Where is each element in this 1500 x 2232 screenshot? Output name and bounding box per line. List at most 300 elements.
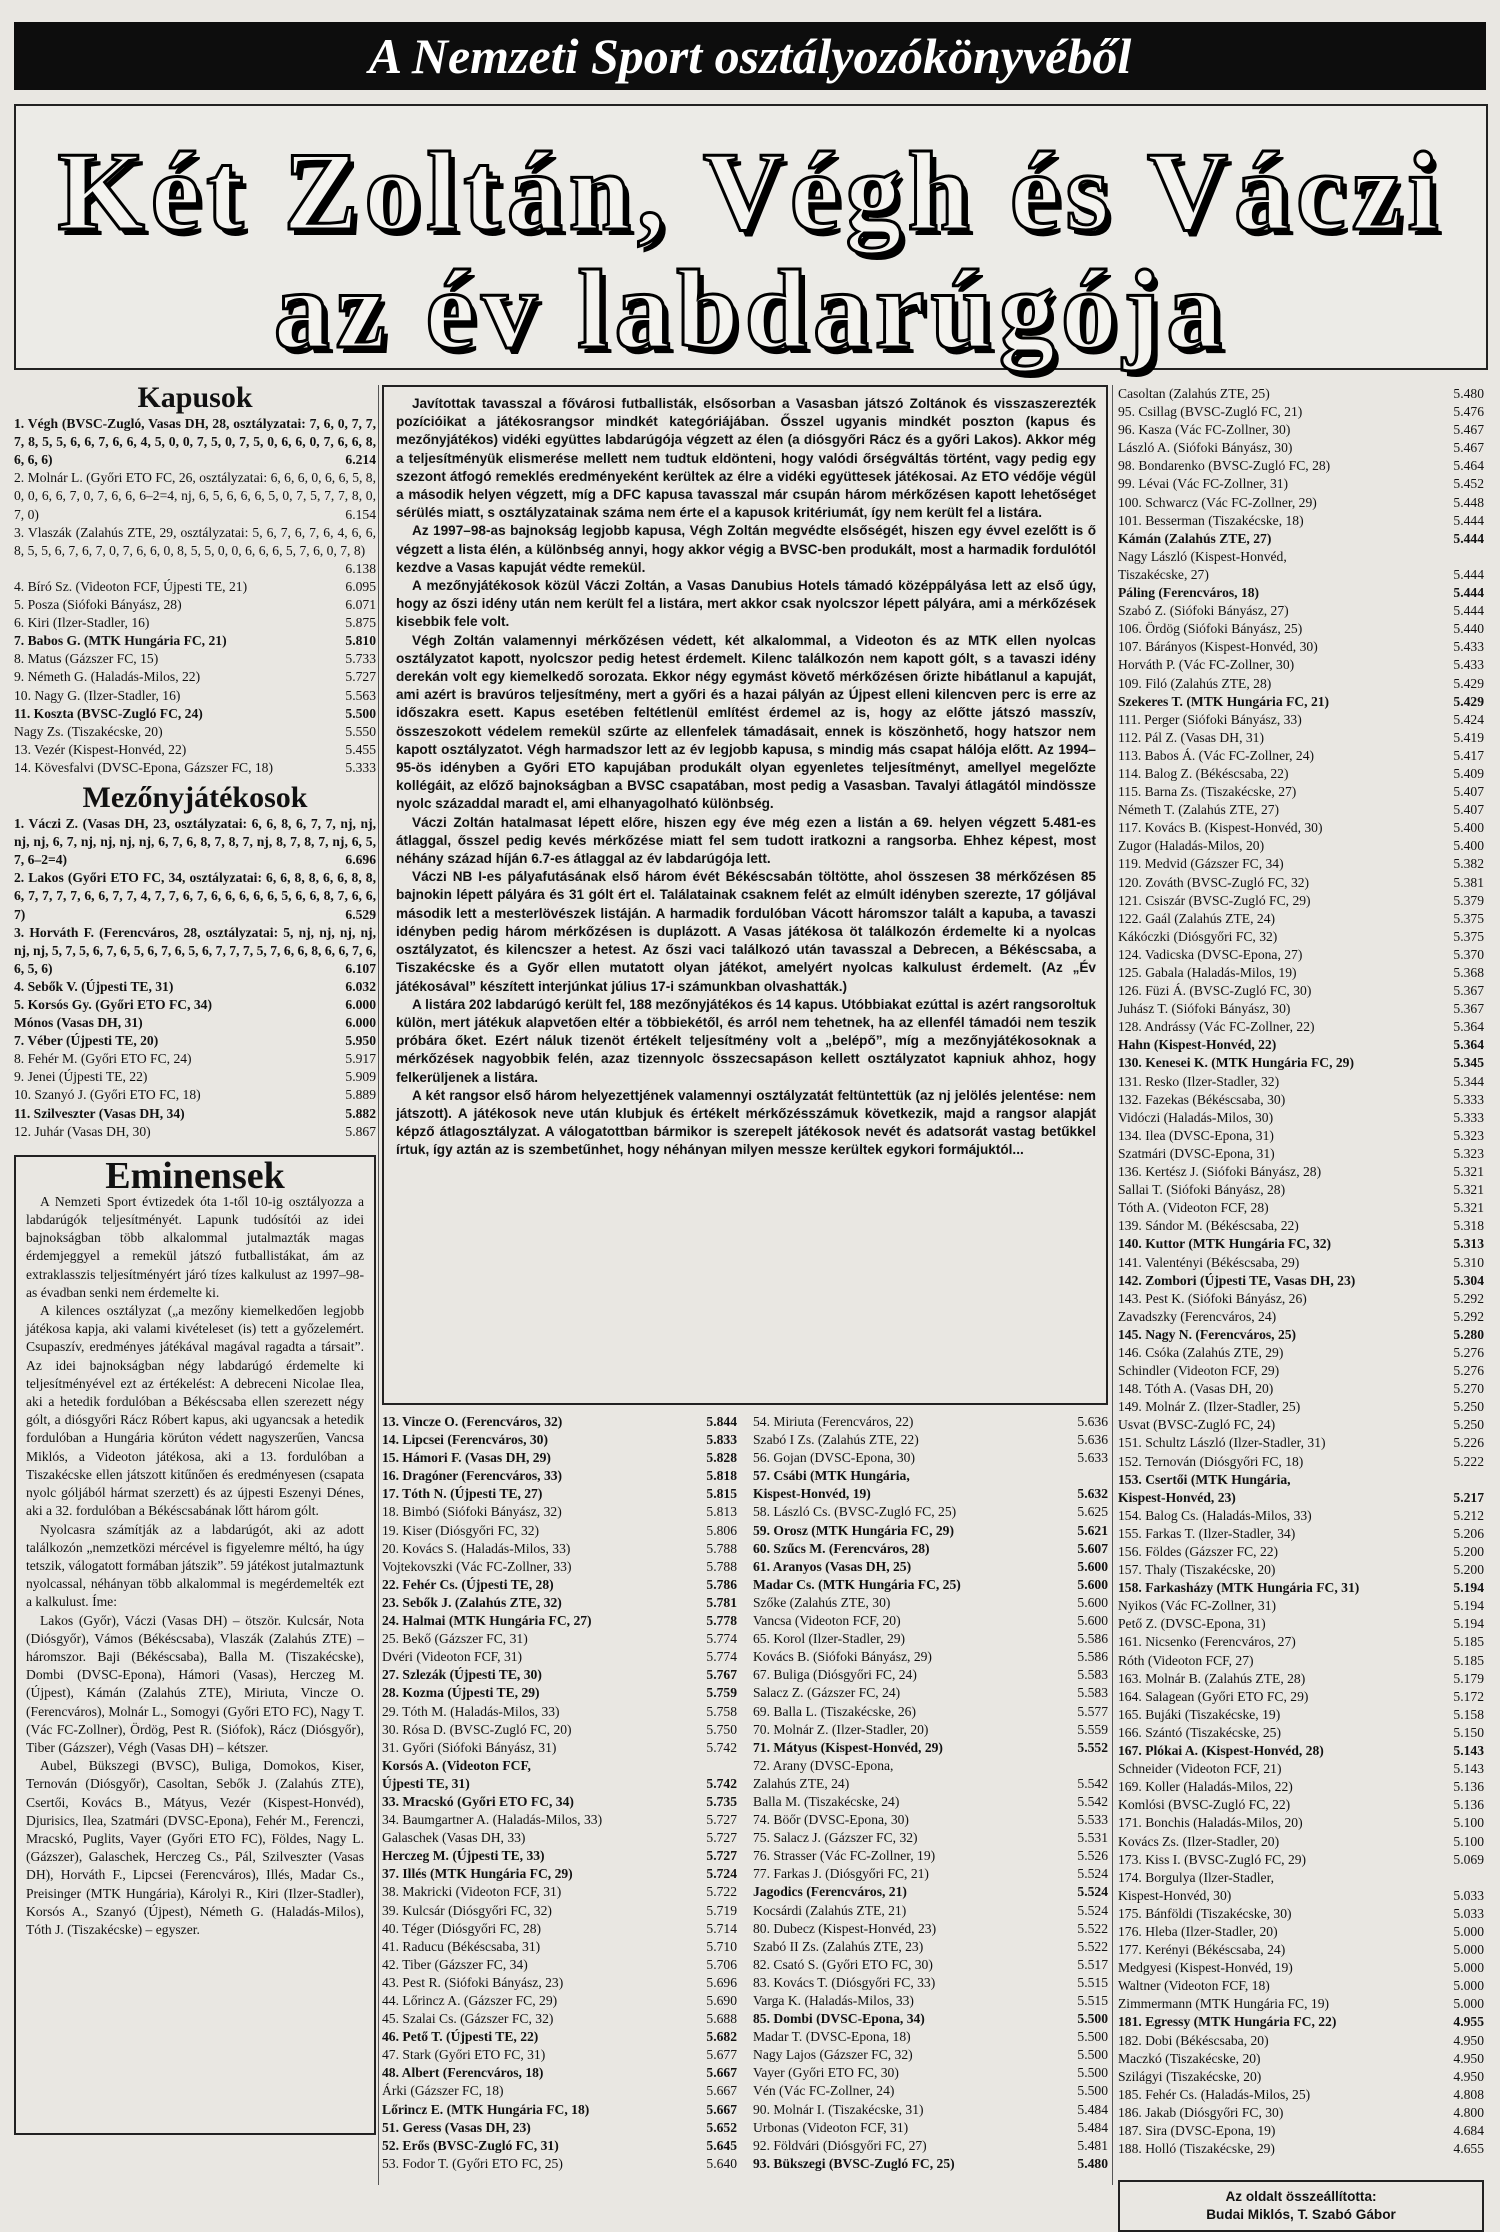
list-item <box>753 1938 1108 1956</box>
player-average: 5.270 <box>1453 1381 1484 1397</box>
player-average: 5.515 <box>1077 1974 1108 1990</box>
list-item <box>382 1666 737 1684</box>
player-average: 5.600 <box>1077 1613 1108 1629</box>
player-name: 93. Bükszegi (BVSC-Zugló FC, 25) <box>753 2155 955 2171</box>
player-average: 5.875 <box>345 615 376 631</box>
list-item <box>753 1485 1108 1503</box>
player-name: 122. Gaál (Zalahús ZTE, 24) <box>1118 910 1276 926</box>
player-average: 5.364 <box>1453 1037 1484 1053</box>
player-name: 142. Zombori (Újpesti TE, Vasas DH, 23) <box>1118 1272 1356 1288</box>
banner: A Nemzeti Sport osztályozókönyvéből <box>14 22 1486 90</box>
player-name: 16. Dragóner (Ferencváros, 33) <box>382 1468 563 1484</box>
player-name: 17. Tóth N. (Újpesti TE, 27) <box>382 1486 543 1502</box>
list-item <box>1118 2068 1484 2086</box>
player-average: 6.071 <box>345 597 376 613</box>
list-item <box>382 1811 737 1829</box>
list-item <box>14 668 376 686</box>
player-average: 5.375 <box>1453 910 1484 926</box>
list-item <box>753 1974 1108 1992</box>
list-item <box>753 1847 1108 1865</box>
player-average: 5.304 <box>1453 1272 1484 1288</box>
player-name: László A. (Siófoki Bányász, 30) <box>1118 440 1293 456</box>
player-average: 5.882 <box>345 1105 376 1121</box>
player-average: 5.000 <box>1453 1978 1484 1994</box>
player-average: 5.767 <box>706 1667 737 1683</box>
player-name: 82. Csató S. (Győri ETO FC, 30) <box>753 1956 933 1972</box>
entry-text: 1. Végh (BVSC-Zugló, Vasas DH, 28, osztályzatai: 7, 6, 0, 7, 7, 7, 8, 5, 5, 6, 6, 7, 6, 6, 4, 5, 0, 0, 7, 5, 0, 7, 5, 0, 6, 6, 0, 7, 6, 6, 8, 6, 6, 6) <box>14 416 376 468</box>
player-name: 23. Sebők J. (Zalahús ZTE, 32) <box>382 1594 562 1610</box>
list-item <box>753 2082 1108 2100</box>
list-item <box>753 2046 1108 2064</box>
list-item <box>1118 1018 1484 1036</box>
player-average: 5.292 <box>1453 1308 1484 1324</box>
list-item <box>1118 638 1484 656</box>
player-name: 58. László Cs. (BVSC-Zugló FC, 25) <box>753 1504 957 1520</box>
list-item <box>753 1612 1108 1630</box>
player-name: 47. Stark (Győri ETO FC, 31) <box>382 2047 546 2063</box>
player-average: 5.828 <box>706 1450 737 1466</box>
player-average: 5.321 <box>1453 1182 1484 1198</box>
player-average: 5.280 <box>1453 1326 1484 1342</box>
list-item <box>1118 1923 1484 1941</box>
list-item <box>1118 1416 1484 1434</box>
player-average: 5.143 <box>1453 1743 1484 1759</box>
player-name: 5. Posza (Siófoki Bányász, 28) <box>14 597 182 613</box>
player-name: 163. Molnár B. (Zalahús ZTE, 28) <box>1118 1670 1306 1686</box>
player-name: Kispest-Honvéd, 30) <box>1118 1887 1232 1903</box>
list-item <box>1118 548 1484 566</box>
player-name: Zimmermann (MTK Hungária FC, 19) <box>1118 1996 1330 2012</box>
player-average: 5.735 <box>706 1793 737 1809</box>
player-name: 171. Bonchis (Haladás-Milos, 20) <box>1118 1815 1303 1831</box>
player-name: 139. Sándor M. (Békéscsaba, 22) <box>1118 1218 1299 1234</box>
list-item <box>1118 1272 1484 1290</box>
list-item <box>382 2155 737 2173</box>
player-average: 5.688 <box>706 2011 737 2027</box>
top-entry <box>14 415 376 469</box>
list-item <box>382 1594 737 1612</box>
list-item <box>753 2064 1108 2082</box>
player-average: 5.313 <box>1453 1236 1484 1252</box>
player-average: 5.158 <box>1453 1706 1484 1722</box>
player-average: 5.632 <box>1077 1486 1108 1502</box>
list-item <box>382 2101 737 2119</box>
list-item <box>1118 946 1484 964</box>
mezony-top-entries <box>14 815 376 978</box>
list-item <box>1118 874 1484 892</box>
player-average: 5.226 <box>1453 1435 1484 1451</box>
list-item <box>1118 421 1484 439</box>
list-item <box>1118 1633 1484 1651</box>
player-average: 5.818 <box>706 1468 737 1484</box>
player-average: 5.484 <box>1077 2119 1108 2135</box>
player-average: 5.667 <box>706 2083 737 2099</box>
player-average: 5.758 <box>706 1703 737 1719</box>
list-item <box>1118 1995 1484 2013</box>
list-item <box>1118 837 1484 855</box>
player-name: 141. Valentényi (Békéscsaba, 29) <box>1118 1254 1300 1270</box>
player-name: 41. Raducu (Békéscsaba, 31) <box>382 1938 541 1954</box>
player-average: 5.409 <box>1453 765 1484 781</box>
player-name: Kákóczki (Diósgyőri FC, 32) <box>1118 928 1278 944</box>
list-item <box>753 2028 1108 2046</box>
player-name: 125. Gabala (Haladás-Milos, 19) <box>1118 965 1297 980</box>
list-item <box>1118 783 1484 801</box>
list-item <box>753 1865 1108 1883</box>
player-name: 155. Farkas T. (Ilzer-Stadler, 34) <box>1118 1525 1296 1541</box>
intro-paragraph: Az 1997–98-as bajnokság legjobb kapusa, Végh Zoltán megvédte elsőségét, hiszen egy évvel ezelőtt is ő végzett a lista élén, a különbség annyi, hogy akkor végig a BVSC-ben produkált, most a harmadik fordulótól kezdve a Vasas kapuját védte remekül. <box>396 523 1096 575</box>
list-item <box>382 1883 737 1901</box>
player-average: 5.364 <box>1453 1019 1484 1035</box>
list-item <box>1118 1145 1484 1163</box>
player-average: 5.276 <box>1453 1344 1484 1360</box>
list-item <box>1118 964 1484 982</box>
player-name: Vidóczi (Haladás-Milos, 30) <box>1118 1109 1274 1125</box>
player-average: 5.200 <box>1453 1562 1484 1578</box>
player-name: 176. Hleba (Ilzer-Stadler, 20) <box>1118 1923 1278 1939</box>
player-name: 14. Kövesfalvi (DVSC-Epona, Gázszer FC, 18) <box>14 759 273 775</box>
player-average: 5.844 <box>706 1414 737 1429</box>
player-name: 53. Fodor T. (Győri ETO FC, 25) <box>382 2155 563 2171</box>
list-item <box>1118 1398 1484 1416</box>
player-average: 5.774 <box>706 1631 737 1647</box>
list-item <box>1118 1670 1484 1688</box>
player-average: 5.333 <box>1453 1109 1484 1125</box>
player-name: 186. Jakab (Diósgyőri FC, 30) <box>1118 2104 1284 2120</box>
list-item <box>382 1902 737 1920</box>
player-average: 5.531 <box>1077 1830 1108 1846</box>
player-average: 5.444 <box>1453 585 1484 601</box>
player-name: 7. Véber (Újpesti TE, 20) <box>14 1033 159 1049</box>
player-name: 24. Halmai (MTK Hungária FC, 27) <box>382 1613 592 1629</box>
player-name: 75. Salacz J. (Gázszer FC, 32) <box>753 1830 918 1846</box>
player-average: 5.500 <box>1077 2029 1108 2045</box>
player-average: 5.143 <box>1453 1761 1484 1777</box>
player-average: 5.706 <box>706 1956 737 1972</box>
player-name: Kovács Zs. (Ilzer-Stadler, 20) <box>1118 1833 1280 1849</box>
player-name: 34. Baumgartner A. (Haladás-Milos, 33) <box>382 1812 603 1828</box>
player-name: 111. Perger (Siófoki Bányász, 33) <box>1118 711 1302 727</box>
player-name: 181. Egressy (MTK Hungária FC, 22) <box>1118 2014 1337 2030</box>
player-average: 5.250 <box>1453 1417 1484 1433</box>
player-average: 5.318 <box>1453 1218 1484 1234</box>
list-item <box>1118 566 1484 584</box>
list-item <box>753 1540 1108 1558</box>
list-item <box>1118 1489 1484 1507</box>
list-item <box>382 1413 737 1431</box>
list-item <box>1118 1453 1484 1471</box>
list-item <box>1118 928 1484 946</box>
player-average: 5.033 <box>1453 1887 1484 1903</box>
list-item <box>1118 1724 1484 1742</box>
list-item <box>753 1793 1108 1811</box>
player-name: Kispest-Honvéd, 19) <box>753 1486 871 1502</box>
right-column <box>1118 385 1484 2232</box>
player-average: 5.367 <box>1453 1001 1484 1017</box>
player-name: 83. Kovács T. (Diósgyőri FC, 33) <box>753 1974 936 1990</box>
ranking-subcolumns <box>382 1413 1108 2173</box>
list-item <box>1118 403 1484 421</box>
player-name: 100. Schwarcz (Vác FC-Zollner, 29) <box>1118 494 1317 510</box>
player-name: Lőrincz E. (MTK Hungária FC, 18) <box>382 2101 590 2117</box>
player-average: 5.407 <box>1453 802 1484 818</box>
list-item <box>1118 602 1484 620</box>
list-item <box>753 2155 1108 2173</box>
list-item <box>1118 765 1484 783</box>
player-average: 5.448 <box>1453 494 1484 510</box>
player-name: Szabó II Zs. (Zalahús ZTE, 23) <box>753 1938 924 1954</box>
list-item <box>753 1703 1108 1721</box>
eminensek-paragraph: Aubel, Bükszegi (BVSC), Buliga, Domokos, Kiser, Ternován (Diósgyőr), Casoltan, Sebők J. (Zalahús ZTE), Csertői, Kovács B., Mátyus, Vezér (Kispest-Honvéd), Djurisics, Ilea, Szatmári (DVSC-Epona), Fehér M., Ferenczi, Mracskó, Puglits, Vayer (Győri ETO FC), Földes, Nagy L. (Gázszer), Galaschek, Herczeg Cs., Pál, Szilveszter (Vasas DH), Horváth F., Lipcsei (Ferencváros), Illés, Madar Cs., Preisinger (MTK Hungária), Károlyi R., Kiri (Ilzer-Stadler), Korsós A., Szanyó (Újpest), Németh G. (Haladás-Milos), Tóth J. (Tiszakécske) – egyszer. <box>26 1758 364 1937</box>
player-name: 101. Besserman (Tiszakécske, 18) <box>1118 512 1304 528</box>
list-item <box>382 2119 737 2137</box>
player-name: Juhász T. (Siófoki Bányász, 30) <box>1118 1001 1291 1017</box>
list-item <box>1118 2140 1484 2158</box>
player-average: 5.200 <box>1453 1544 1484 1559</box>
player-average: 5.724 <box>706 1866 737 1882</box>
player-average: 5.150 <box>1453 1724 1484 1740</box>
player-name: Sallai T. (Siófoki Bányász, 28) <box>1118 1182 1286 1198</box>
player-name: Tiszakécske, 27) <box>1118 566 1209 582</box>
player-average: 4.655 <box>1453 2141 1484 2157</box>
player-name: 18. Bimbó (Siófoki Bányász, 32) <box>382 1504 562 1520</box>
list-item <box>382 1522 737 1540</box>
list-item <box>753 1413 1108 1431</box>
player-average: 5.550 <box>345 723 376 739</box>
player-average: 5.464 <box>1453 458 1484 474</box>
player-name: 44. Lőrincz A. (Gázszer FC, 29) <box>382 1993 558 2008</box>
list-item <box>1118 2086 1484 2104</box>
player-name: Nyikos (Vác FC-Zollner, 31) <box>1118 1598 1277 1614</box>
list-item <box>1118 1977 1484 1995</box>
player-name: 117. Kovács B. (Kispest-Honvéd, 30) <box>1118 820 1323 836</box>
player-average: 5.563 <box>345 687 376 703</box>
player-name: Vén (Vác FC-Zollner, 24) <box>753 2083 895 2099</box>
list-item <box>1118 620 1484 638</box>
list-item <box>753 1576 1108 1594</box>
list-item <box>1118 1362 1484 1380</box>
list-item <box>1118 982 1484 1000</box>
player-name: 95. Csillag (BVSC-Zugló FC, 21) <box>1118 404 1303 420</box>
player-average: 5.345 <box>1453 1055 1484 1071</box>
player-name: 10. Nagy G. (Ilzer-Stadler, 16) <box>14 687 181 703</box>
player-average: 5.033 <box>1453 1905 1484 1921</box>
player-name: 45. Szalai Cs. (Gázszer FC, 32) <box>382 2011 554 2027</box>
player-average: 5.788 <box>706 1558 737 1574</box>
list-item <box>1118 457 1484 475</box>
player-average: 5.500 <box>1077 2083 1108 2099</box>
player-average <box>733 1757 737 1775</box>
list-item <box>753 1503 1108 1521</box>
player-average: 5.400 <box>1453 820 1484 836</box>
player-average: 5.382 <box>1453 856 1484 872</box>
player-name: 107. Bárányos (Kispest-Honvéd, 30) <box>1118 639 1318 655</box>
list-item <box>1118 801 1484 819</box>
player-average: 5.727 <box>706 1830 737 1846</box>
list-item <box>382 1920 737 1938</box>
player-name: 4. Bíró Sz. (Videoton FCF, Újpesti TE, 21) <box>14 578 248 594</box>
player-name: 130. Kenesei K. (MTK Hungária FC, 29) <box>1118 1055 1354 1071</box>
player-name: 126. Füzi Á. (BVSC-Zugló FC, 30) <box>1118 983 1312 999</box>
player-name: Németh T. (Zalahús ZTE, 27) <box>1118 802 1280 818</box>
player-average: 5.476 <box>1453 404 1484 420</box>
entry-average: 6.214 <box>345 452 376 468</box>
list-item <box>1118 1905 1484 1923</box>
player-average: 5.577 <box>1077 1703 1108 1719</box>
player-name: 128. Andrássy (Vác FC-Zollner, 22) <box>1118 1019 1315 1035</box>
player-name: 154. Balog Cs. (Haladás-Milos, 33) <box>1118 1507 1312 1523</box>
player-average: 5.600 <box>1077 1576 1108 1592</box>
player-name: 42. Tiber (Gázszer FC, 34) <box>382 1956 528 1972</box>
player-average: 5.759 <box>706 1685 737 1701</box>
list-item <box>14 1086 376 1104</box>
player-average: 5.310 <box>1453 1254 1484 1270</box>
player-average: 6.000 <box>345 1015 376 1031</box>
player-name: 124. Vadicska (DVSC-Epona, 27) <box>1118 946 1303 962</box>
list-item <box>382 1648 737 1666</box>
list-item <box>382 1703 737 1721</box>
player-name: Árki (Gázszer FC, 18) <box>382 2083 504 2099</box>
player-average: 5.806 <box>706 1522 737 1538</box>
player-average: 5.444 <box>1453 530 1484 546</box>
player-average: 5.455 <box>345 741 376 757</box>
player-name: Szekeres T. (MTK Hungária FC, 21) <box>1118 693 1330 709</box>
player-average: 5.722 <box>706 1884 737 1900</box>
player-name: 85. Dombi (DVSC-Epona, 34) <box>753 2011 925 2027</box>
list-item <box>14 614 376 632</box>
player-name: Urbonas (Videoton FCF, 31) <box>753 2119 909 2135</box>
entry-average: 6.696 <box>345 852 376 868</box>
player-average: 5.583 <box>1077 1667 1108 1683</box>
player-average: 5.742 <box>706 1775 737 1791</box>
player-name: 165. Bujáki (Tiszakécske, 19) <box>1118 1706 1281 1722</box>
player-average: 5.788 <box>706 1540 737 1556</box>
list-item <box>1118 675 1484 693</box>
top-entry <box>14 924 376 978</box>
player-name: 19. Kiser (Diósgyőri FC, 32) <box>382 1522 540 1538</box>
player-average: 5.750 <box>706 1721 737 1737</box>
list-item <box>753 1757 1108 1775</box>
list-item <box>382 1847 737 1865</box>
player-average: 5.333 <box>1453 1091 1484 1107</box>
player-name: Komlósi (BVSC-Zugló FC, 22) <box>1118 1797 1291 1813</box>
player-average: 5.696 <box>706 1974 737 1990</box>
list-item <box>1118 1109 1484 1127</box>
player-average: 5.407 <box>1453 784 1484 800</box>
kapusok-title: Kapusok <box>137 381 253 414</box>
player-name: 167. Plókai A. (Kispest-Honvéd, 28) <box>1118 1743 1324 1759</box>
list-item <box>1118 512 1484 530</box>
list-item <box>1118 1742 1484 1760</box>
list-item <box>14 978 376 996</box>
player-average: 5.813 <box>706 1504 737 1520</box>
list-item <box>753 1449 1108 1467</box>
list-item <box>1118 1706 1484 1724</box>
list-item <box>1118 1344 1484 1362</box>
player-name: Usvat (BVSC-Zugló FC, 24) <box>1118 1417 1276 1433</box>
list-item <box>382 1558 737 1576</box>
list-item <box>382 2082 737 2100</box>
player-name: 9. Jenei (Újpesti TE, 22) <box>14 1069 148 1085</box>
list-item <box>382 1757 737 1775</box>
list-item <box>753 1522 1108 1540</box>
player-name: 9. Németh G. (Haladás-Milos, 22) <box>14 669 201 685</box>
intro-paragraph: A mezőnyjátékosok közül Váczi Zoltán, a Vasas Danubius Hotels támadó középpályása lett az első úgy, hogy az őszi idény után nem került fel a listára, mert akkor csak nyolcszor lépett pályára, ami a mérkőzések kisebbik fele volt. <box>396 578 1096 630</box>
player-average: 5.633 <box>1077 1450 1108 1466</box>
list-item <box>382 1431 737 1449</box>
player-name: 146. Csóka (Zalahús ZTE, 29) <box>1118 1344 1284 1360</box>
player-name: 98. Bondarenko (BVSC-Zugló FC, 28) <box>1118 458 1331 474</box>
player-name: 22. Fehér Cs. (Újpesti TE, 28) <box>382 1576 554 1592</box>
player-name: Nagy Lajos (Gázszer FC, 32) <box>753 2047 913 2063</box>
player-name: Róth (Videoton FCF, 27) <box>1118 1652 1254 1668</box>
list-item <box>382 1938 737 1956</box>
player-name: 29. Tóth M. (Haladás-Milos, 33) <box>382 1703 560 1719</box>
player-average: 5.778 <box>706 1613 737 1629</box>
player-name: 136. Kertész J. (Siófoki Bányász, 28) <box>1118 1164 1322 1180</box>
player-average: 5.524 <box>1077 1866 1108 1882</box>
list-item <box>14 759 376 777</box>
list-item <box>1118 1796 1484 1814</box>
player-average: 5.440 <box>1453 621 1484 637</box>
ranking-list-b <box>753 1413 1108 2173</box>
eminensek-paragraph: Lakos (Győr), Váczi (Vasas DH) – ötször. Kulcsár, Nota (Diósgyőr), Vámos (Békéscsaba), Vlaszák (Zalahús ZTE) – háromszor. Baji (Békéscsaba), Balla M. (Tiszakécske), Dombi (DVSC-Epona), Hámori (Vasas), Herczeg M. (Újpest), Kámán (Zalahús ZTE), Miriuta, Vincze O. (Ferencváros), Molnár L., Somogyi (Győri ETO FC), Nagy T. (Vác FC-Zollner), Ördög, Pest R. (Siófok), Rácz (Diósgyőr), Tiber (Gázszer), Végh (Vasas DH) – kétszer. <box>26 1612 364 1755</box>
intro-paragraph: A két rangsor első három helyezettjének valamennyi osztályzatát feltüntettük (az nj jelölés jelentése: nem játszott). A játékosok neve után klubjuk és értékelt mérkőzésszámuk következik, majd a rangsor alapját képző átlagosztályzat. A válogatottban bármikor is szerepelt játékosok nevét és adatsorát vastag betűkkel írtuk, így aztán az is szembetűnhet, hogy néhányan milyen messze kerültek egykori formájuktól... <box>396 1087 1096 1158</box>
player-name: Szőke (Zalahús ZTE, 30) <box>753 1594 891 1610</box>
list-item <box>1118 1217 1484 1235</box>
intro-paragraph: Váczi Zoltán hatalmasat lépett előre, hiszen egy éve még ezen a listán a 69. helyen végzett 5.481-es átlaggal, ősszel pedig kevés mérkőzése miatt fel sem tudott iratkozni a rangsorba. Ehhez képest, most néhány század híján 6.7-es átlaggal az év labdarúgója lett. <box>396 814 1096 867</box>
player-average: 5.774 <box>706 1649 737 1665</box>
list-item <box>1118 855 1484 873</box>
player-name: Kocsárdi (Zalahús ZTE, 21) <box>753 1902 907 1918</box>
player-name: 69. Balla L. (Tiszakécske, 26) <box>753 1703 916 1719</box>
list-item <box>1118 1471 1484 1489</box>
list-item <box>1118 729 1484 747</box>
list-item <box>1118 1851 1484 1869</box>
intro-paragraph: Javítottak tavasszal a fővárosi futballisták, elsősorban a Vasasban játszó Zoltánok és visszaszerezték pozícióikat a játékosrangsor mindkét kategóriájában. Ősszel ugyanis mindkét poszton (kapus és mezőnyjátékos) vidéki együttes labdarúgója végzett az élen (a diósgyőri Rácz és a győri Lakos). Akkor még a teljesítményük elismerése mellett nem tudtuk eldönteni, hogy valódi őrségváltás történt, vagy pedig egy szezont átfogó remeklés eredményeként kerültek az élre a vidéki együttesek játékosai. Az ETO védője végül a második helyen végzett, míg a DFC kapusa tavasszal már csupán három mérkőzésen kapott lehetőséget sérülés miatt, s osztályzatainak száma nem érte el a kapusok kritériumát, így nem került fel a listára. <box>396 396 1096 521</box>
player-name: 157. Thaly (Tiszakécske, 20) <box>1118 1562 1276 1578</box>
player-average: 5.522 <box>1077 1920 1108 1936</box>
player-name: 20. Kovács S. (Haladás-Milos, 33) <box>382 1540 571 1556</box>
list-item <box>1118 1959 1484 1977</box>
intro-paragraph: Váczi NB I-es pályafutásának első három évét Békéscsabán töltötte, ahol összesen 38 mérkőzésen 85 bajnokin lépett pályára és 31 gólt ért el. Találatainak csaknem felét az elmúlt idényben szerezte, 17 góljával második lett a mesterlövészek listáján. A harmadik fordulóban Vácott háromszor talált a kapuba, a tavaszi idényben pedig három mérkőzésen is duplázott. A Vasas játékosa öt találkozón érdemelte ki a nyolcas osztályzatot, és kilencszer a hetest. Az őszi vaci találkozó után tavasszal a Debrecen, a Békéscsaba, a Tiszakécske és a Győr ellen mutatott olyan játékot, amelyért nyolcas kalkulust érdemelt. (Az „Év játékosával” készített interjúnkat július 17-i számunkban olvashatták.) <box>396 869 1096 994</box>
list-item <box>1118 656 1484 674</box>
list-item <box>1118 1688 1484 1706</box>
kapusok-list <box>14 578 376 777</box>
intro-paragraph: Végh Zoltán valamennyi mérkőzésen védett, két alkalommal, a Videoton és az MTK ellen nyolcas osztályzatot kapott, nyolcszor pedig hetest érdemelt. Kilenc találkozón nem kapott gólt, s a tavaszi idény derekán volt egy kiemelkedő sorozata. Ekkor négy egymást követő mérkőzésen őrizte hibátlanul a kapuját, ami azért is bravúros teljesítmény, mert a győri és a hazai pályán az Újpest elleni kilencven perc is erre az időszakra esett. Kapus esetében feltétlenül említést érdemel az is, hogy az előtte játszó masszív, összeszokott védelem remekül szűrte az ellenfelek támadásait, ennek is köszönhető, hogy hatszor nem kapott osztályzatot. Végh harmadszor lett az év legjobb kapusa, s mindig más csapat hálója előtt. Az 1994–95-ös idényben a Győri ETO kapujában produkált olyan egyenletes teljesítményt, amellyel megelőzte kollégáit, az előző bajnokságban a BVSC csapatában, most pedig a Vasasban. Tavalyi átlagától mindössze nyolc századdal maradt el, ami elhanyagolható különbség. <box>396 632 1096 812</box>
player-average: 5.533 <box>1077 1812 1108 1828</box>
list-item <box>1118 1235 1484 1253</box>
player-average: 4.684 <box>1453 2123 1484 2138</box>
player-name: 112. Pál Z. (Vasas DH, 31) <box>1118 729 1264 745</box>
player-name: Maczkó (Tiszakécske, 20) <box>1118 2050 1261 2066</box>
list-item <box>14 996 376 1014</box>
player-name: 40. Téger (Diósgyőri FC, 28) <box>382 1920 542 1936</box>
list-item <box>1118 2104 1484 2122</box>
list-item <box>753 1467 1108 1485</box>
player-name: 39. Kulcsár (Diósgyőri FC, 32) <box>382 1902 552 1918</box>
list-item <box>1118 2122 1484 2140</box>
player-name: Szilágyi (Tiszakécske, 20) <box>1118 2068 1262 2084</box>
list-item <box>1118 910 1484 928</box>
player-average: 5.444 <box>1453 566 1484 582</box>
player-average: 5.379 <box>1453 892 1484 908</box>
player-name: Páling (Ferencváros, 18) <box>1118 585 1260 601</box>
player-average: 5.500 <box>345 705 376 721</box>
player-average: 5.333 <box>345 759 376 775</box>
list-item <box>1118 475 1484 493</box>
player-average: 6.095 <box>345 578 376 594</box>
